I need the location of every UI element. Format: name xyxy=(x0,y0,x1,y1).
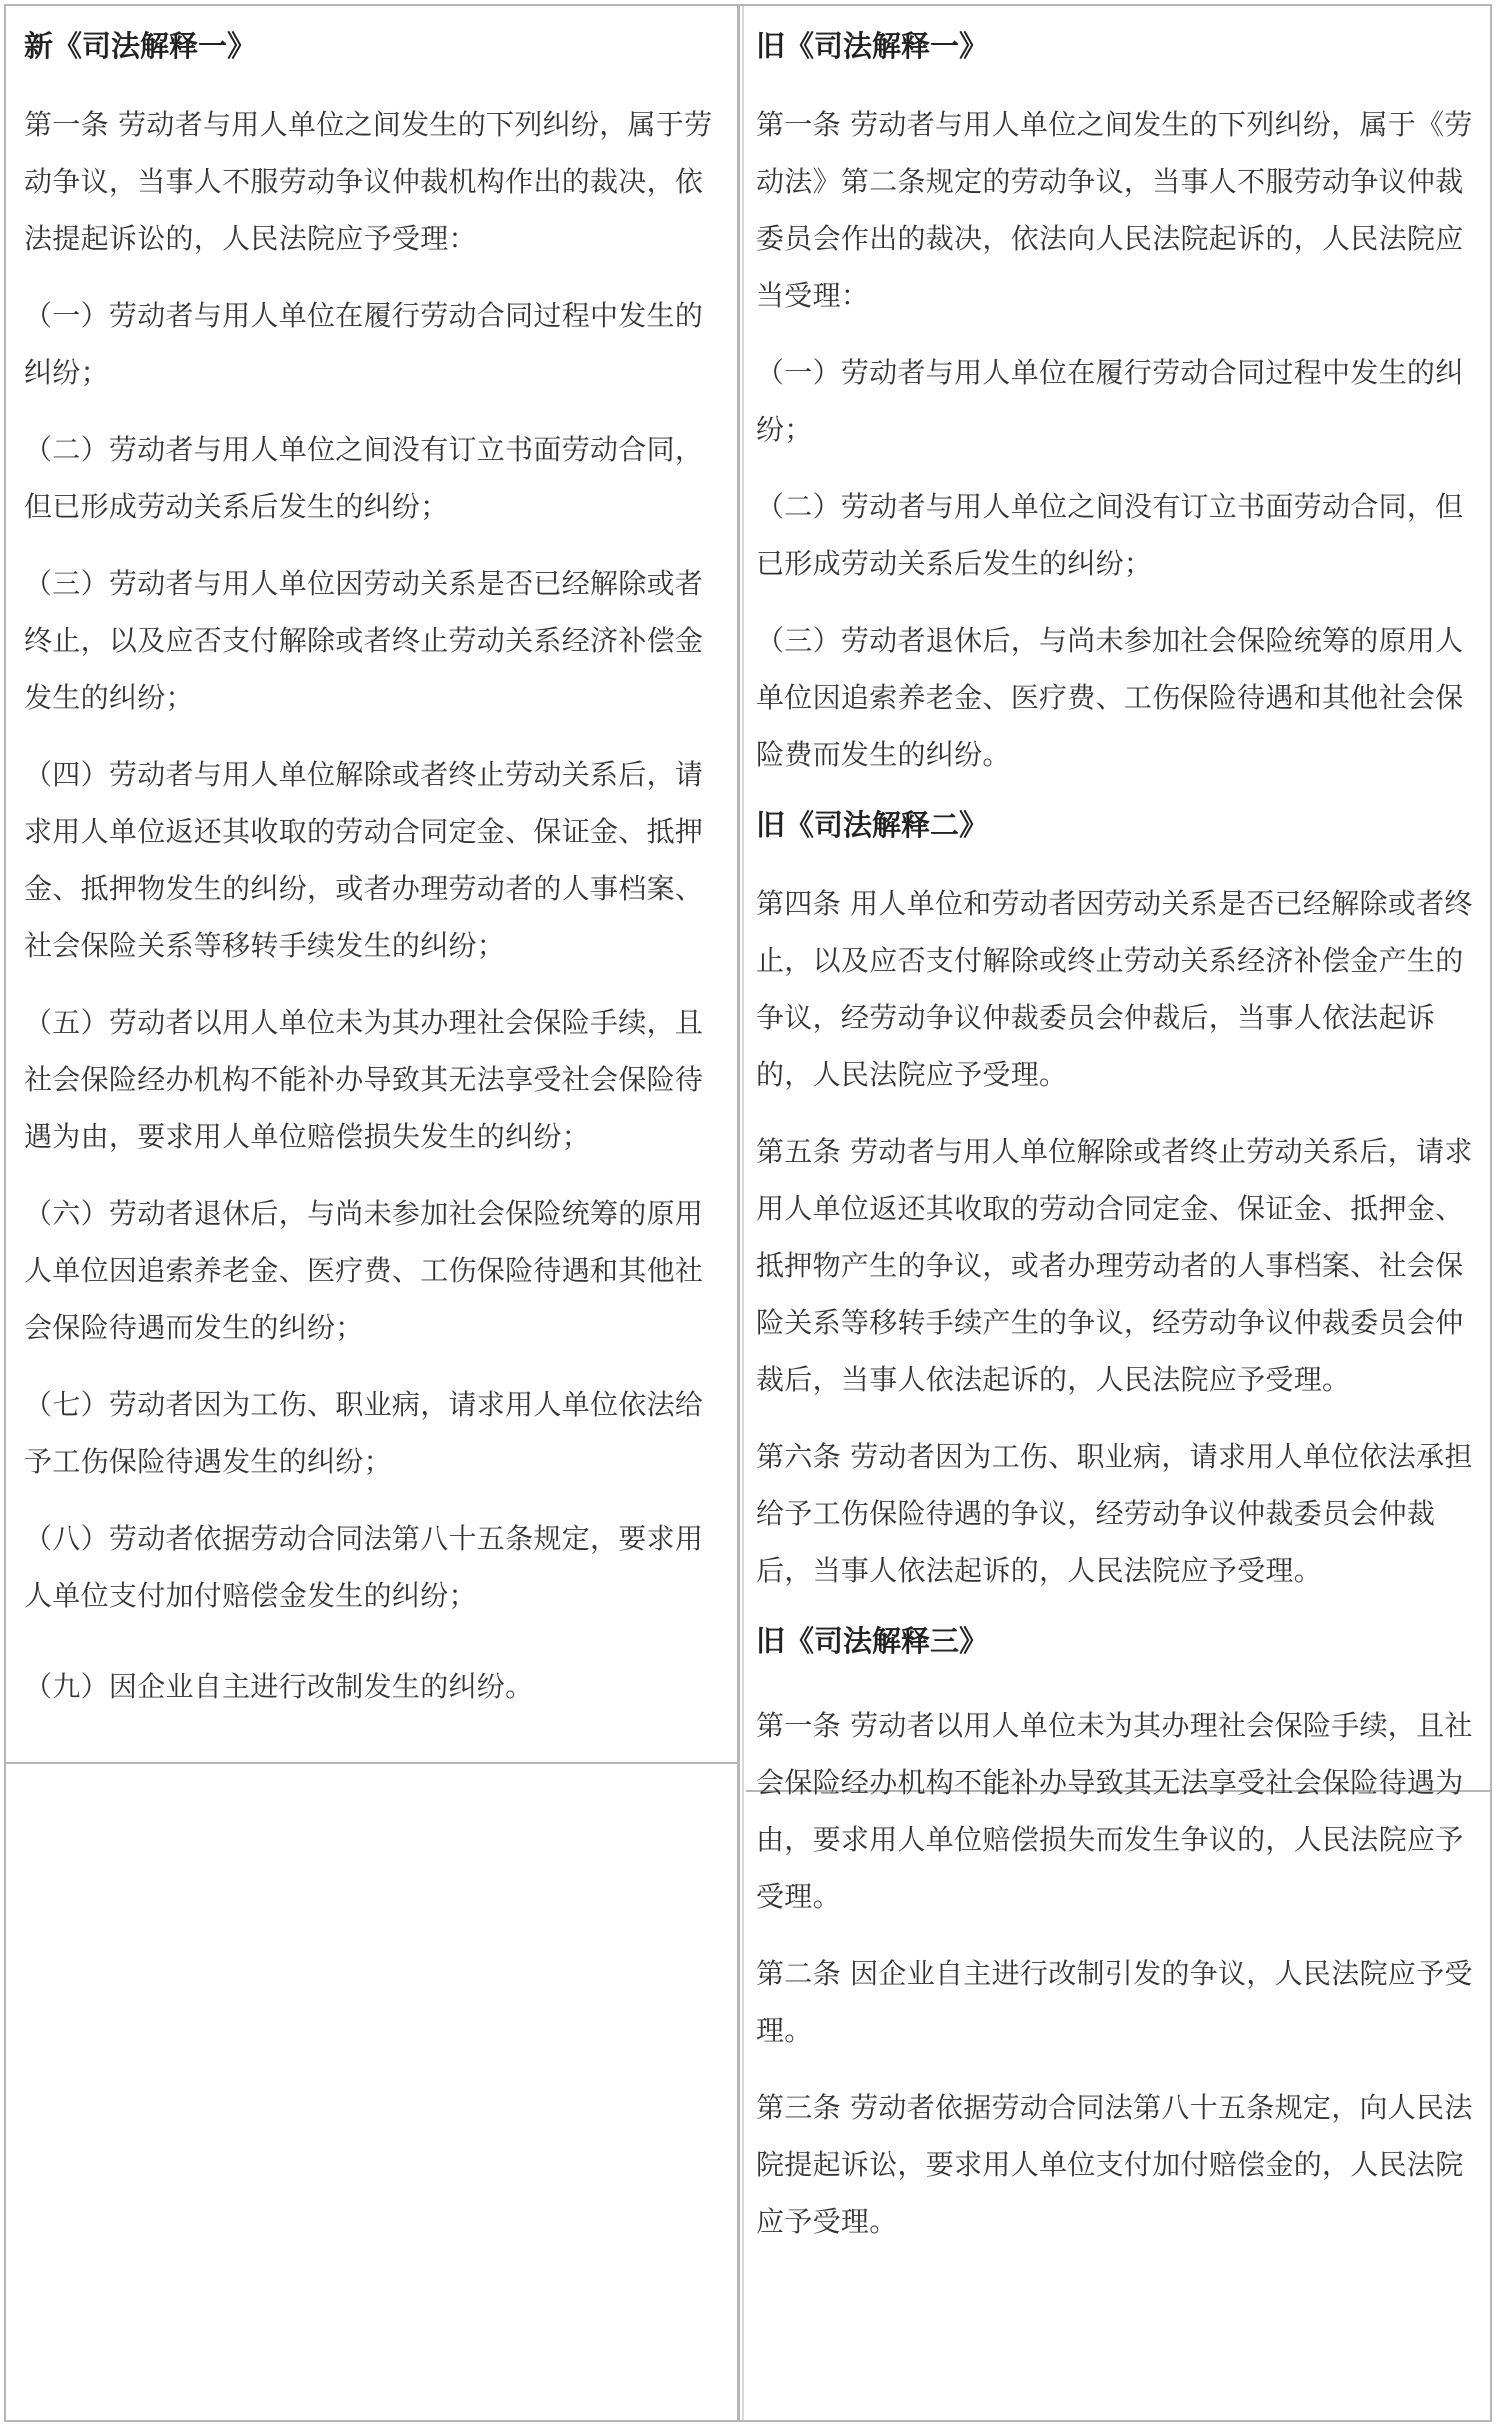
left-paragraph: （一）劳动者与用人单位在履行劳动合同过程中发生的纠纷； xyxy=(24,299,704,389)
right-paragraph: 第五条 劳动者与用人单位解除或者终止劳动关系后，请求用人单位返还其收取的劳动合同定金、保证金、抵押金、抵押物产生的争议，或者办理劳动者的人事档案、社会保险关系等移转手续产生的争议，经劳动争议仲裁委员会仲裁后，当事人依法起诉的，人民法院应予受理。 xyxy=(756,1135,1473,1396)
right-paragraph: 第二条 因企业自主进行改制引发的争议，人民法院应予受理。 xyxy=(756,1957,1473,2047)
old-interpretation-column xyxy=(746,6,1490,2270)
right-paragraph: （三）劳动者退休后，与尚未参加社会保险统筹的原用人单位因追索养老金、医疗费、工伤保险待遇和其他社会保险费而发生的纠纷。 xyxy=(756,624,1464,771)
left-paragraph: （三）劳动者与用人单位因劳动关系是否已经解除或者终止，以及应否支付解除或者终止劳动关系经济补偿金发生的纠纷； xyxy=(24,567,704,714)
left-paragraph: （六）劳动者退休后，与尚未参加社会保险统筹的原用人单位因追索养老金、医疗费、工伤保险待遇和其他社会保险待遇而发生的纠纷； xyxy=(24,1197,704,1344)
right-paragraph: 第四条 用人单位和劳动者因劳动关系是否已经解除或者终止，以及应否支付解除或终止劳动关系经济补偿金产生的争议，经劳动争议仲裁委员会仲裁后，当事人依法起诉的，人民法院应予受理。 xyxy=(756,887,1473,1091)
comparison-table xyxy=(4,4,1492,2422)
left-paragraph: （九）因企业自主进行改制发生的纠纷。 xyxy=(24,1670,534,1703)
right-paragraph: （二）劳动者与用人单位之间没有订立书面劳动合同，但已形成劳动关系后发生的纠纷； xyxy=(756,490,1464,580)
right-paragraph: 第一条 劳动者以用人单位未为其办理社会保险手续，且社会保险经办机构不能补办导致其无法享受社会保险待遇为由，要求用人单位赔偿损失而发生争议的，人民法院应予受理。 xyxy=(756,1709,1473,1913)
right-paragraph: （一）劳动者与用人单位在履行劳动合同过程中发生的纠纷； xyxy=(756,356,1464,446)
left-paragraph: （五）劳动者以用人单位未为其办理社会保险手续，且社会保险经办机构不能补办导致其无法享受社会保险待遇为由，要求用人单位赔偿损失发生的纠纷； xyxy=(24,1006,704,1153)
left-paragraph: 第一条 劳动者与用人单位之间发生的下列纠纷，属于劳动争议，当事人不服劳动争议仲裁机构作出的裁决，依法提起诉讼的，人民法院应予受理： xyxy=(24,108,713,255)
row-divider-left xyxy=(6,1762,737,1764)
left-paragraph: （八）劳动者依据劳动合同法第八十五条规定，要求用人单位支付加付赔偿金发生的纠纷； xyxy=(24,1522,704,1612)
right-paragraph: 第一条 劳动者与用人单位之间发生的下列纠纷，属于《劳动法》第二条规定的劳动争议，当事人不服劳动争议仲裁委员会作出的裁决，依法向人民法院起诉的，人民法院应当受理： xyxy=(756,108,1473,312)
left-column-title: 新《司法解释一》 xyxy=(24,29,257,63)
left-paragraph: （四）劳动者与用人单位解除或者终止劳动关系后，请求用人单位返还其收取的劳动合同定金、保证金、抵押金、抵押物发生的纠纷，或者办理劳动者的人事档案、社会保险关系等移转手续发生的纠纷； xyxy=(24,758,704,962)
right-section-title: 旧《司法解释一》 xyxy=(756,29,989,63)
right-section-title: 旧《司法解释二》 xyxy=(756,808,989,842)
column-divider-shadow xyxy=(742,6,744,2420)
right-paragraph: 第三条 劳动者依据劳动合同法第八十五条规定，向人民法院提起诉讼，要求用人单位支付加付赔偿金的，人民法院应予受理。 xyxy=(756,2091,1473,2238)
left-paragraph: （七）劳动者因为工伤、职业病，请求用人单位依法给予工伤保险待遇发生的纠纷； xyxy=(24,1388,704,1478)
left-paragraph: （二）劳动者与用人单位之间没有订立书面劳动合同，但已形成劳动关系后发生的纠纷； xyxy=(24,433,704,523)
column-divider xyxy=(737,6,740,2420)
right-section-title: 旧《司法解释三》 xyxy=(756,1624,989,1658)
new-interpretation-column xyxy=(6,6,737,1735)
right-paragraph: 第六条 劳动者因为工伤、职业病，请求用人单位依法承担给予工伤保险待遇的争议，经劳动争议仲裁委员会仲裁后，当事人依法起诉的，人民法院应予受理。 xyxy=(756,1440,1473,1587)
